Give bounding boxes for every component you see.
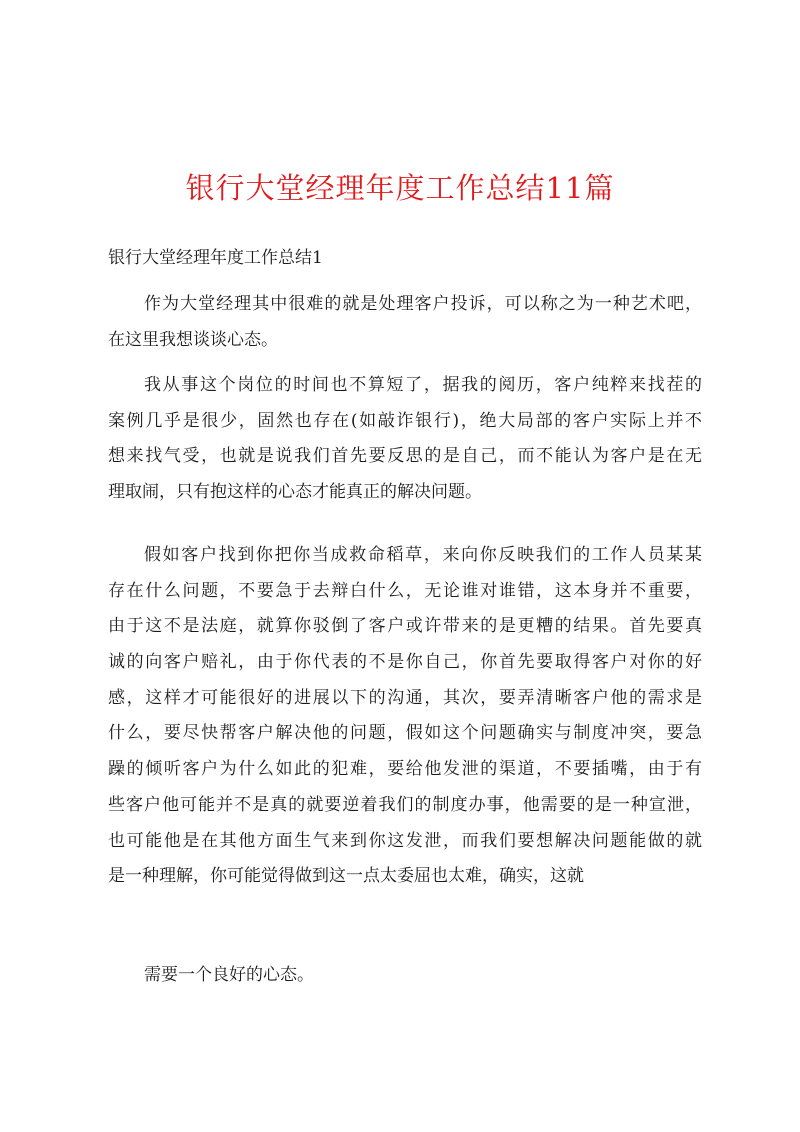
document-title: 银行大堂经理年度工作总结11篇 — [185, 171, 615, 205]
paragraph-line: 理取闹，只有抱这样的心态才能真正的解决问题。 — [108, 482, 482, 503]
paragraph-line: 想来找气受，也就是说我们首先要反思的是自己，而不能认为客户是在无 — [108, 446, 702, 467]
paragraph-line: 存在什么问题，不要急于去辩白什么，无论谁对谁错，这本身并不重要， — [108, 580, 702, 601]
paragraph-1 — [108, 287, 702, 358]
paragraph-line: 在这里我想谈谈心态。 — [108, 329, 278, 350]
paragraph-4 — [108, 958, 702, 994]
paragraph-line: 案例几乎是很少，固然也存在(如敲诈银行)，绝大局部的客户实际上并不 — [108, 410, 702, 431]
paragraph-2 — [108, 368, 702, 511]
paragraph-line: 什么，要尽快帮客户解决他的问题，假如这个问题确实与制度冲突，要急 — [108, 723, 702, 744]
section-heading: 银行大堂经理年度工作总结1 — [108, 248, 323, 268]
paragraph-line: 假如客户找到你把你当成救命稻草，来向你反映我们的工作人员某某 — [144, 545, 702, 565]
paragraph-3 — [108, 538, 702, 895]
paragraph-line: 诚的向客户赔礼，由于你代表的不是你自己，你首先要取得客户对你的好 — [108, 652, 702, 673]
paragraph-line: 需要一个良好的心态。 — [144, 965, 314, 985]
paragraph-line: 作为大堂经理其中很难的就是处理客户投诉，可以称之为一种艺术吧， — [144, 294, 702, 314]
paragraph-line: 由于这不是法庭，就算你驳倒了客户或许带来的是更糟的结果。首先要真 — [108, 616, 702, 637]
paragraph-line: 些客户他可能并不是真的就要逆着我们的制度办事，他需要的是一种宣泄， — [108, 794, 702, 815]
paragraph-line: 是一种理解，你可能觉得做到这一点太委屈也太难，确实，这就 — [108, 866, 584, 887]
paragraph-line: 躁的倾听客户为什么如此的犯难，要给他发泄的渠道，不要插嘴，由于有 — [108, 759, 702, 780]
paragraph-line: 我从事这个岗位的时间也不算短了，据我的阅历，客户纯粹来找茬的 — [144, 375, 702, 395]
paragraph-line: 也可能他是在其他方面生气来到你这发泄，而我们要想解决问题能做的就 — [108, 830, 702, 851]
paragraph-line: 感，这样才可能很好的进展以下的沟通，其次，要弄清晰客户他的需求是 — [108, 687, 702, 708]
